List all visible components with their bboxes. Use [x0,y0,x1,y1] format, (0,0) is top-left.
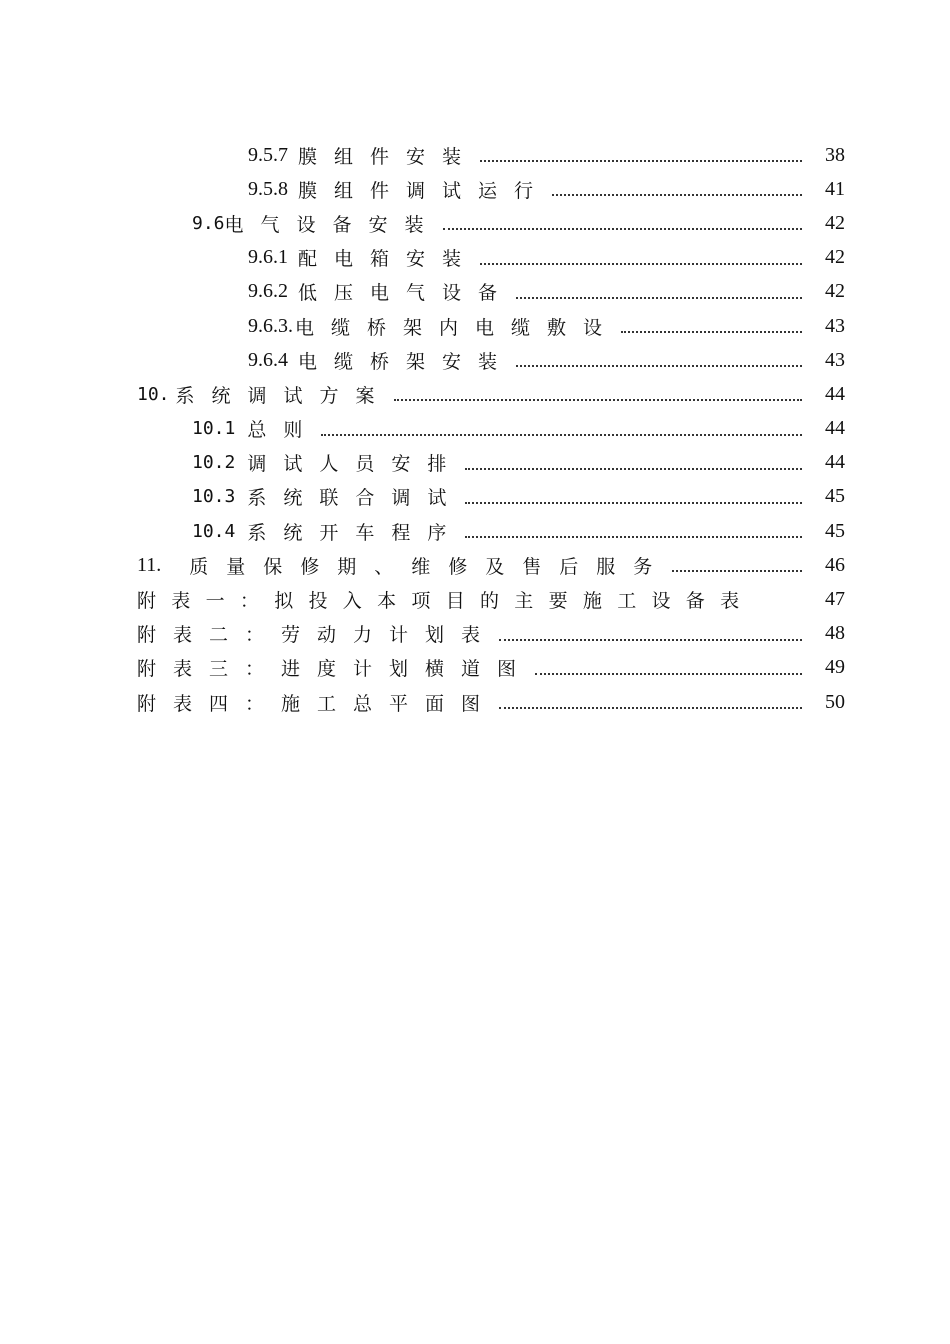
toc-leader-dots [465,536,802,538]
toc-entry-title: 总则 [247,419,320,442]
toc-entry-number: 9.6.4 [248,348,288,371]
toc-entry-title: 附表四：施工总平面图 [137,692,498,715]
toc-entry-number: 10.4 [192,520,236,542]
toc-entry[interactable] [0,412,950,446]
toc-entry-title: 电气设备安装 [224,213,441,236]
toc-entry-page: 43 [825,348,845,371]
toc-entry[interactable] [0,582,950,616]
toc-entry[interactable] [0,480,950,514]
toc-entry-number: 10.1 [192,418,236,440]
toc-leader-dots [672,570,802,572]
toc-entry-page: 46 [825,553,845,576]
toc-entry[interactable] [0,377,950,411]
toc-entry-number: 11. [137,553,162,576]
toc-entry-title: 配电箱安装 [298,248,479,271]
toc-entry-page: 42 [825,211,845,234]
toc-entry-page: 48 [825,622,845,645]
toc-entry-title: 系统联合调试 [247,487,464,510]
toc-leader-dots [535,673,802,675]
toc-entry[interactable] [0,651,950,685]
toc-entry[interactable] [0,514,950,548]
toc-entry-title: 电缆桥架安装 [298,350,515,373]
toc-entry-title: 膜组件安装 [298,145,479,168]
toc-leader-dots [516,365,802,367]
toc-entry[interactable] [0,275,950,309]
toc-leader-dots [465,502,802,504]
toc-leader-dots [394,399,802,401]
toc-entry-number: 10.2 [192,452,236,474]
toc-entry-page: 43 [825,314,845,337]
table-of-contents [0,138,950,719]
toc-entry-page: 42 [825,280,845,303]
toc-entry[interactable] [0,309,950,343]
toc-entry-page: 45 [825,485,845,508]
toc-entry-title: 附表三：进度计划横道图 [137,658,534,681]
toc-entry-page: 42 [825,246,845,269]
toc-entry[interactable] [0,172,950,206]
toc-entry-page: 44 [825,382,845,405]
toc-entry-page: 50 [825,690,845,713]
toc-entry-page: 38 [825,143,845,166]
toc-entry[interactable] [0,617,950,651]
toc-entry-number: 10.3 [192,486,236,508]
toc-entry-title: 电缆桥架内电缆敷设 [295,316,620,339]
toc-leader-dots [516,297,802,299]
toc-entry-number: 9.6.3. [248,314,293,337]
toc-entry-number: 9.5.7 [248,143,288,166]
toc-leader-dots [480,263,802,265]
toc-entry-title: 调试人员安排 [247,453,464,476]
toc-entry-title: 膜组件调试运行 [298,179,551,202]
toc-leader-dots [443,228,802,230]
toc-leader-dots [621,331,802,333]
toc-entry-page: 47 [825,588,845,611]
toc-entry-title: 附表一：拟投入本项目的主要施工设备表 [137,590,755,613]
toc-entry-number: 10. [137,383,170,405]
toc-entry[interactable] [0,206,950,240]
toc-entry-title: 质量保修期、维修及售后服务 [189,555,671,578]
toc-leader-dots [321,434,802,436]
toc-leader-dots [465,468,802,470]
toc-leader-dots [499,707,802,709]
toc-entry[interactable] [0,241,950,275]
toc-entry-title: 系统开车程序 [247,521,464,544]
toc-entry-page: 49 [825,656,845,679]
toc-leader-dots [552,194,802,196]
toc-entry-number: 9.6 [192,212,225,234]
toc-leader-dots [499,639,802,641]
toc-entry-number: 9.6.2 [248,280,288,303]
toc-entry-page: 44 [825,417,845,440]
toc-entry-title: 系统调试方案 [175,384,392,407]
toc-entry-page: 44 [825,451,845,474]
toc-entry[interactable] [0,548,950,582]
toc-entry-page: 45 [825,519,845,542]
toc-entry-page: 41 [825,177,845,200]
toc-entry[interactable] [0,685,950,719]
toc-entry-number: 9.5.8 [248,177,288,200]
toc-leader-dots [480,160,802,162]
toc-entry[interactable] [0,343,950,377]
toc-entry[interactable] [0,138,950,172]
toc-entry-title: 低压电气设备 [298,282,515,305]
toc-entry-number: 9.6.1 [248,246,288,269]
toc-entry[interactable] [0,446,950,480]
toc-entry-title: 附表二：劳动力计划表 [137,624,498,647]
